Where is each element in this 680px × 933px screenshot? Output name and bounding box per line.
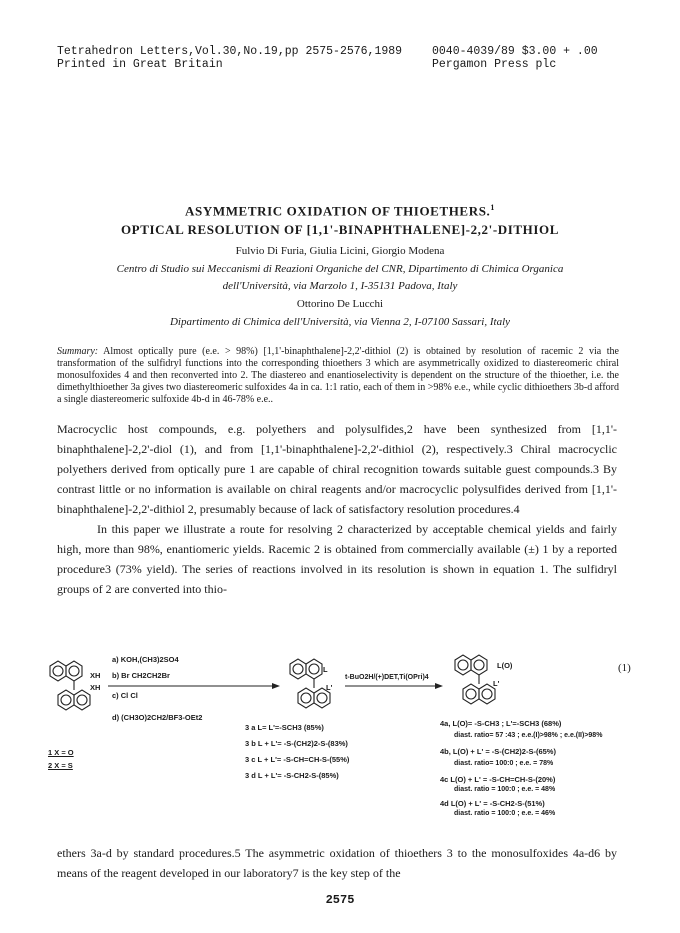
issn-price: 0040-4039/89 $3.00 + .00 xyxy=(432,45,598,58)
abstract-label: Summary: xyxy=(57,346,99,357)
printed-in: Printed in Great Britain xyxy=(57,58,223,71)
page-number: 2575 xyxy=(325,893,355,907)
abstract xyxy=(57,346,619,406)
compound-1-label: 1 X = O xyxy=(48,748,74,757)
reaction-scheme xyxy=(40,652,650,820)
product-3c: 3 c L + L'= -S-CH=CH-S-(55%) xyxy=(245,755,350,764)
xh-label-top: XH xyxy=(90,671,101,680)
affiliation2: Dipartimento di Chimica dell'Università, via Vienna 2, I-07100 Sassari, Italy xyxy=(169,316,511,328)
publisher: Pergamon Press plc xyxy=(432,58,557,71)
product-3a: 3 a L= L'=-SCH3 (85%) xyxy=(245,723,324,732)
affiliation1-line1: Centro di Studio sui Meccanismi di Reazioni Organiche del CNR, Dipartimento di Chimica Organica xyxy=(116,263,564,275)
journal-citation: Tetrahedron Letters,Vol.30,No.19,pp 2575-2576,1989 xyxy=(57,45,403,58)
body-text xyxy=(57,419,617,599)
product-3b: 3 b L + L'= -S-(CH2)2-S-(83%) xyxy=(245,739,348,748)
binaphthyl-structure-4 xyxy=(455,655,495,704)
mid-L-label: L xyxy=(323,665,328,674)
arrow-2-head xyxy=(435,683,443,689)
product-4a: 4a, L(O)= -S-CH3 ; L'=-SCH3 (68%) xyxy=(440,719,562,728)
oxidation-reagent: t-BuO2H/(+)DET,Ti(OPri)4 xyxy=(345,674,429,681)
compound-2-label: 2 X = S xyxy=(48,761,73,770)
arrow-1-head xyxy=(272,683,280,689)
product-4b: 4b, L(O) + L' = -S-(CH2)2-S-(65%) xyxy=(440,747,556,756)
abstract-text: Almost optically pure (e.e. > 98%) [1,1'-binaphthalene]-2,2'-dithiol (2) is obtained by resolution of racemic 2 via the transformation of the sulfidryl functions into the corresponding thioethers 3 which are asymmetrically oxidized to diastereomeric chiral monosulfoxides 4 and then reconverted into 2. The diastereo and enantioselectivity is dependent on the structure of the thioether, i.e. the dimethylthioether 3a gives two diastereomeric sulfoxides 4a in ca. 1:1 ratio, each of them in >98% e.e., while cyclic dithioethers 3b-d afford a single diastereomeric sulfoxide 4b-d in 46-78% e.e.. xyxy=(57,346,619,405)
mid-L2-label: L' xyxy=(326,683,333,692)
product-4d: 4d L(O) + L' = -S-CH2-S-(51%) xyxy=(440,799,545,808)
paragraph-3: ethers 3a-d by standard procedures.5 The asymmetric oxidation of thioethers 3 to the monosulfoxides 4a-d6 by means of the reagent developed in our laboratory7 is the key step of the xyxy=(57,846,617,880)
xh-label-bottom: XH xyxy=(90,683,101,692)
paper-title-line2: OPTICAL RESOLUTION OF [1,1'-BINAPHTHALENE]-2,2'-DITHIOL xyxy=(120,222,560,237)
paragraph-2: In this paper we illustrate a route for resolving 2 characterized by acceptable chemical yields and fairly high, more than 98%, enantiomeric yields. Racemic 2 is obtained from commercially available (±) 1 by a reported procedure3 (73% yield). The series of reactions involved in its resolution is shown in equation 1. The sulfidryl groups of 2 are converted into thio- xyxy=(57,522,617,596)
binaphthyl-structure-1 xyxy=(50,661,90,710)
body-text-continued xyxy=(57,843,617,883)
product-4c-ratio: diast. ratio = 100:0 ; e.e. = 48% xyxy=(454,786,556,793)
reagent-c: c) Cl Cl xyxy=(112,691,138,700)
product-4c: 4c L(O) + L' = -S-CH=CH-S-(20%) xyxy=(440,775,556,784)
product-4d-ratio: diast. ratio = 100:0 ; e.e. = 46% xyxy=(454,810,556,817)
affiliation1-line2: dell'Università, via Marzolo 1, I-35131 Padova, Italy xyxy=(222,280,458,292)
product-4a-ratio: diast. ratio= 57 :43 ; e.e.(I)>98% ; e.e.(II)>98% xyxy=(454,732,603,739)
paper-title-line1: ASYMMETRIC OXIDATION OF THIOETHERS.$^1$ xyxy=(185,203,495,219)
reagent-d: d) (CH3O)2CH2/BF3-OEt2 xyxy=(112,713,203,722)
reagent-a: a) KOH,(CH3)2SO4 xyxy=(112,655,179,664)
product-3d: 3 d L + L'= -S-CH2-S-(85%) xyxy=(245,771,339,780)
reagent-b: b) Br CH2CH2Br xyxy=(112,671,170,680)
paragraph-1: Macrocyclic host compounds, e.g. polyethers and polysulfides,2 have been synthesized from [1,1'-binaphthalene]-2,2'-diol (1), and from [1,1'-binaphthalene]-2,2'-dithiol (2), respectively.3 Chiral macrocyclic polyethers derived from optically pure 1 are capable of chiral recognition towards suitable guest compounds.3 By contrast little or no information is available on chiral reagents and/or macrocyclic polysulfides derived from [1,1'-binaphthalene]-2,2'-dithiol 2, presumably because of lack of satisfactory resolution procedures.4 xyxy=(57,422,617,516)
equation-number: (1) xyxy=(618,662,631,674)
right-L-label: L(O) xyxy=(497,661,513,670)
authors-group2: Ottorino De Lucchi xyxy=(296,298,384,310)
right-L2-label: L' xyxy=(493,679,500,688)
product-4b-ratio: diast. ratio= 100:0 ; e.e. = 78% xyxy=(454,760,554,767)
authors-group1: Fulvio Di Furia, Giulia Licini, Giorgio Modena xyxy=(235,245,445,257)
